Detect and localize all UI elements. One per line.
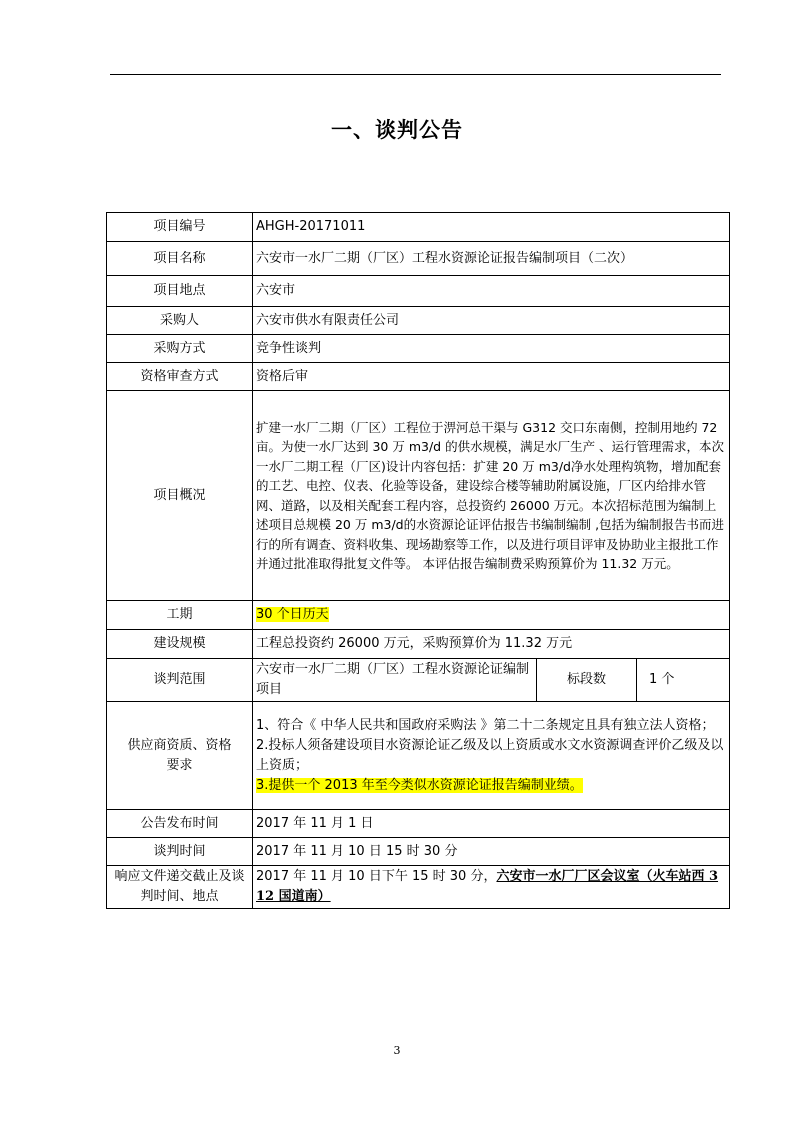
table-row (107, 838, 730, 866)
method-label: 采购方式 (107, 335, 253, 363)
page-number: 3 (393, 1044, 401, 1057)
scope-value: 六安市一水厂二期（厂区）工程水资源论证编制项目 (253, 659, 537, 702)
supplier-req-item-3: 3.提供一个 2013 年至今类似水资源论证报告编制业绩。 (256, 777, 583, 793)
table-row (107, 242, 730, 276)
overview-label: 项目概况 (107, 391, 253, 601)
table-row (107, 702, 730, 810)
deadline-time: 2017 年 11 月 10 日下午 15 时 30 分， (256, 869, 497, 884)
project-name-value: 六安市一水厂二期（厂区）工程水资源论证报告编制项目（二次） (253, 242, 730, 276)
project-no-label: 项目编号 (107, 213, 253, 242)
lots-label: 标段数 (537, 659, 637, 702)
duration-label: 工期 (107, 601, 253, 630)
scope-label: 谈判范围 (107, 659, 253, 702)
overview-value: 扩建一水厂二期（厂区）工程位于淠河总干渠与 G312 交口东南侧，控制用地约 72 亩。为使一水厂达到 30 万 m3/d 的供水规模，满足水厂生产 、运行管理需求，本次一水厂二期工程（厂区)设计内容包括：扩建 20 万 m3/d净水处理构筑物，增加配套的工艺、电控、仪表、化验等设备，建设综合楼等辅助附属设施，厂区内给排水管网、道路，以及相关配套工程内容，总投资约 26000 万元。本次招标范围为编制上述项目总规模 20 万 m3/d的水资源论证评估报告书编制编制 ,包括为编制报告书而进行的所有调查、资料收集、现场勘察等工作，以及进行项目评审及协助业主报批工作并通过批准取得批复文件等。 本评估报告编制费采购预算价为 11.32 万元。 (253, 391, 730, 601)
purchaser-value: 六安市供水有限责任公司 (253, 307, 730, 335)
table-row (107, 276, 730, 307)
negotiation-time-label: 谈判时间 (107, 838, 253, 866)
purchaser-label: 采购人 (107, 307, 253, 335)
supplier-req-label: 供应商资质、资格要求 (107, 702, 253, 810)
table-row (107, 391, 730, 601)
project-name-label: 项目名称 (107, 242, 253, 276)
location-label: 项目地点 (107, 276, 253, 307)
scale-label: 建设规模 (107, 630, 253, 659)
announcement-table (106, 212, 730, 909)
table-row (107, 659, 730, 702)
supplier-req-item-1: 1、符合《 中华人民共和国政府采购法 》第二十二条规定且具有独立法人资格； (256, 717, 715, 733)
table-row (107, 363, 730, 391)
lots-value: 1 个 (637, 659, 730, 702)
table-row (107, 630, 730, 659)
location-value: 六安市 (253, 276, 730, 307)
table-row (107, 866, 730, 909)
method-value: 竞争性谈判 (253, 335, 730, 363)
scale-value: 工程总投资约 26000 万元，采购预算价为 11.32 万元 (253, 630, 730, 659)
negotiation-time-value: 2017 年 11 月 10 日 15 时 30 分 (253, 838, 730, 866)
publish-time-value: 2017 年 11 月 1 日 (253, 810, 730, 838)
deadline-place: 六安市一水厂厂区会议室（火车站西 312 国道南） (256, 869, 719, 904)
duration-value: 30 个日历天 (256, 607, 329, 622)
deadline-label: 响应文件递交截止及谈判时间、地点 (107, 866, 253, 909)
project-no-value: AHGH-20171011 (253, 213, 730, 242)
qualification-review-value: 资格后审 (253, 363, 730, 391)
table-row (107, 335, 730, 363)
supplier-req-item-2: 2.投标人须备建设项目水资源论证乙级及以上资质或水文水资源调查评价乙级及以上资质； (256, 737, 724, 773)
publish-time-label: 公告发布时间 (107, 810, 253, 838)
table-row (107, 601, 730, 630)
table-row (107, 307, 730, 335)
table-row (107, 810, 730, 838)
header-rule (110, 74, 721, 75)
page-title: 一、谈判公告 (331, 117, 463, 142)
qualification-review-label: 资格审查方式 (107, 363, 253, 391)
table-row (107, 213, 730, 242)
